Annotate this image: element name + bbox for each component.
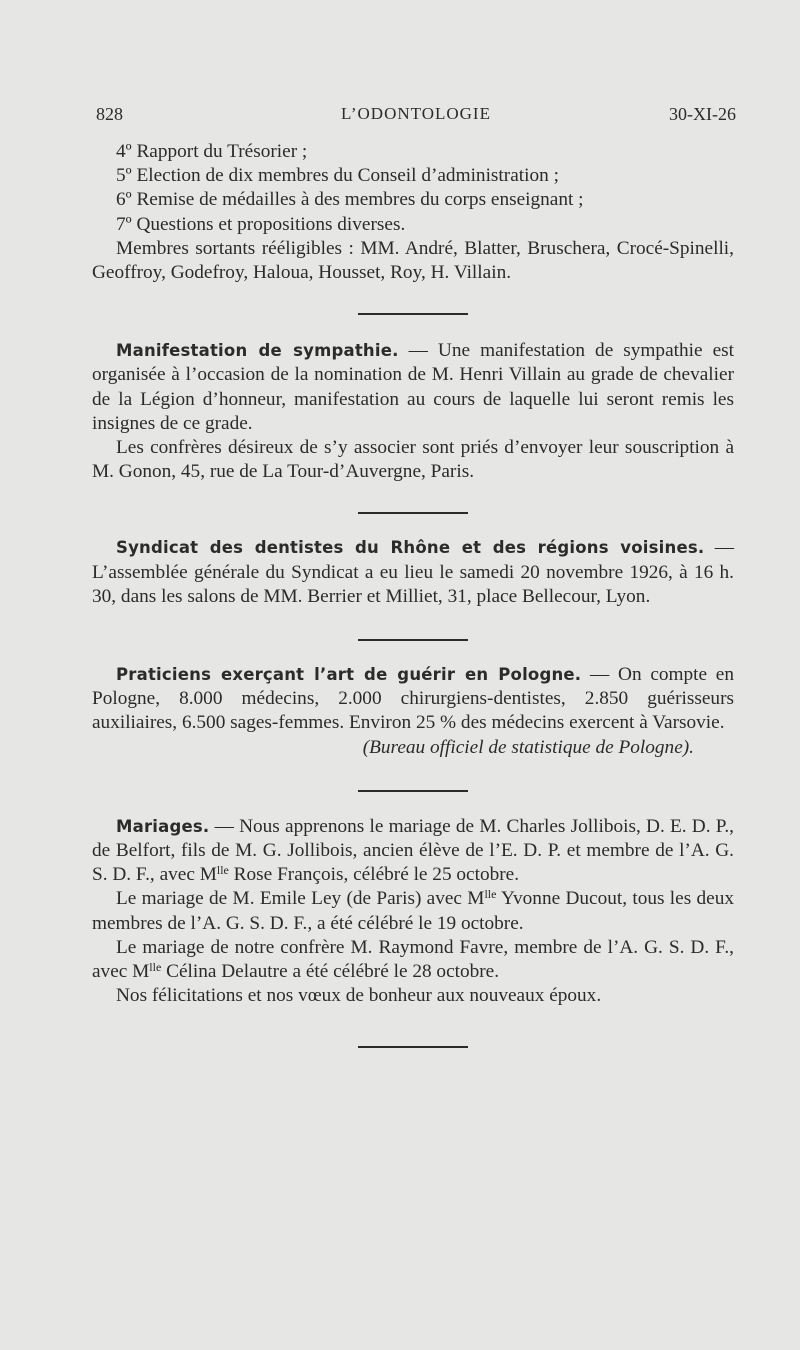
sympathie-paragraph: [92, 339, 734, 436]
mariage-paragraph-3: Le mariage de notre confrère M. Raymond Favre, membre de l’A. G. S. D. F., avec $M^{lle}$ Célina Delautre a été célébré le 28 octobre.: [92, 936, 734, 983]
section-divider: [358, 790, 468, 792]
paragraph-text: — On compte en Pologne, 8.000 médecins, 2.000 chirurgiens-dentistes, 2.850 guérisseurs auxiliaires, 6.500 sages-femmes. Environ 25 % des médecins exercent à Varsovie.: [92, 664, 734, 734]
section-divider: [358, 313, 468, 315]
mariage-paragraph-1: Mariages. — Nous apprenons le mariage de M. Charles Jollibois, D. E. D. P., de Belfort, fils de M. G. Jollibois, ancien élève de l’E. D. P. et membre de l’A. G. S. D. F., avec $M^{lle}$ Rose François, célébré le 25 octobre.: [92, 815, 734, 886]
section-mariages: [92, 815, 734, 1009]
agenda-list: [92, 140, 734, 285]
section-heading: Manifestation de sympathie.: [116, 341, 399, 361]
outgoing-members: Membres sortants rééligibles : MM. André, Blatter, Bruschera, Crocé-Spinelli, Geoffroy, Godefroy, Haloua, Housset, Roy, H. Villain.: [92, 237, 734, 284]
section-divider: [358, 512, 468, 514]
syndicat-paragraph: [92, 536, 734, 609]
page-number: 828: [96, 104, 123, 124]
pologne-paragraph: [92, 663, 734, 736]
issue-date: 30-XI-26: [669, 104, 736, 124]
source-citation: (Bureau officiel de statistique de Pologne).: [362, 736, 694, 758]
agenda-item-4: 4º Rapport du Trésorier ;: [116, 141, 308, 162]
section-sympathie: [92, 339, 734, 484]
running-header: [96, 104, 736, 128]
section-divider: [358, 1046, 468, 1048]
section-divider: [358, 639, 468, 641]
agenda-item-5: 5º Election de dix membres du Conseil d’administration ;: [116, 165, 559, 187]
page-content: [92, 140, 734, 1048]
section-heading: Praticiens exerçant l’art de guérir en Pologne.: [116, 665, 582, 685]
section-pologne: [92, 663, 734, 760]
section-heading: Mariages.: [116, 816, 210, 836]
journal-title: L’ODONTOLOGIE: [341, 104, 491, 123]
section-heading: Syndicat des dentistes du Rhône et des régions voisines.: [116, 538, 705, 558]
agenda-item-7: 7º Questions et propositions diverses.: [116, 213, 406, 235]
sympathie-paragraph-2: Les confrères désireux de s’y associer sont priés d’envoyer leur souscription à M. Gonon, 45, rue de La Tour-d’Auvergne, Paris.: [92, 437, 734, 483]
mariage-paragraph-2: Le mariage de M. Emile Ley (de Paris) avec $M^{lle}$ Yvonne Ducout, tous les deux membres de l’A. G. S. D. F., a été célébré le 19 octobre.: [92, 887, 734, 934]
paragraph-text: — L’assemblée générale du Syndicat a eu lieu le samedi 20 novembre 1926, à 16 h. 30, dans les salons de MM. Berrier et Milliet, 31, place Bellecour, Lyon.: [92, 537, 734, 607]
agenda-item-6: 6º Remise de médailles à des membres du corps enseignant ;: [116, 189, 584, 211]
paragraph-text: — Une manifestation de sympathie est organisée à l’occasion de la nomination de M. Henri Villain au grade de chevalier de la Légion d’honneur, manifestation au cours de laquelle lui seront remis les insignes de ce grade.: [92, 340, 734, 434]
mariage-paragraph-4: Nos félicitations et nos vœux de bonheur aux nouveaux époux.: [116, 985, 602, 1007]
section-syndicat: [92, 536, 734, 609]
